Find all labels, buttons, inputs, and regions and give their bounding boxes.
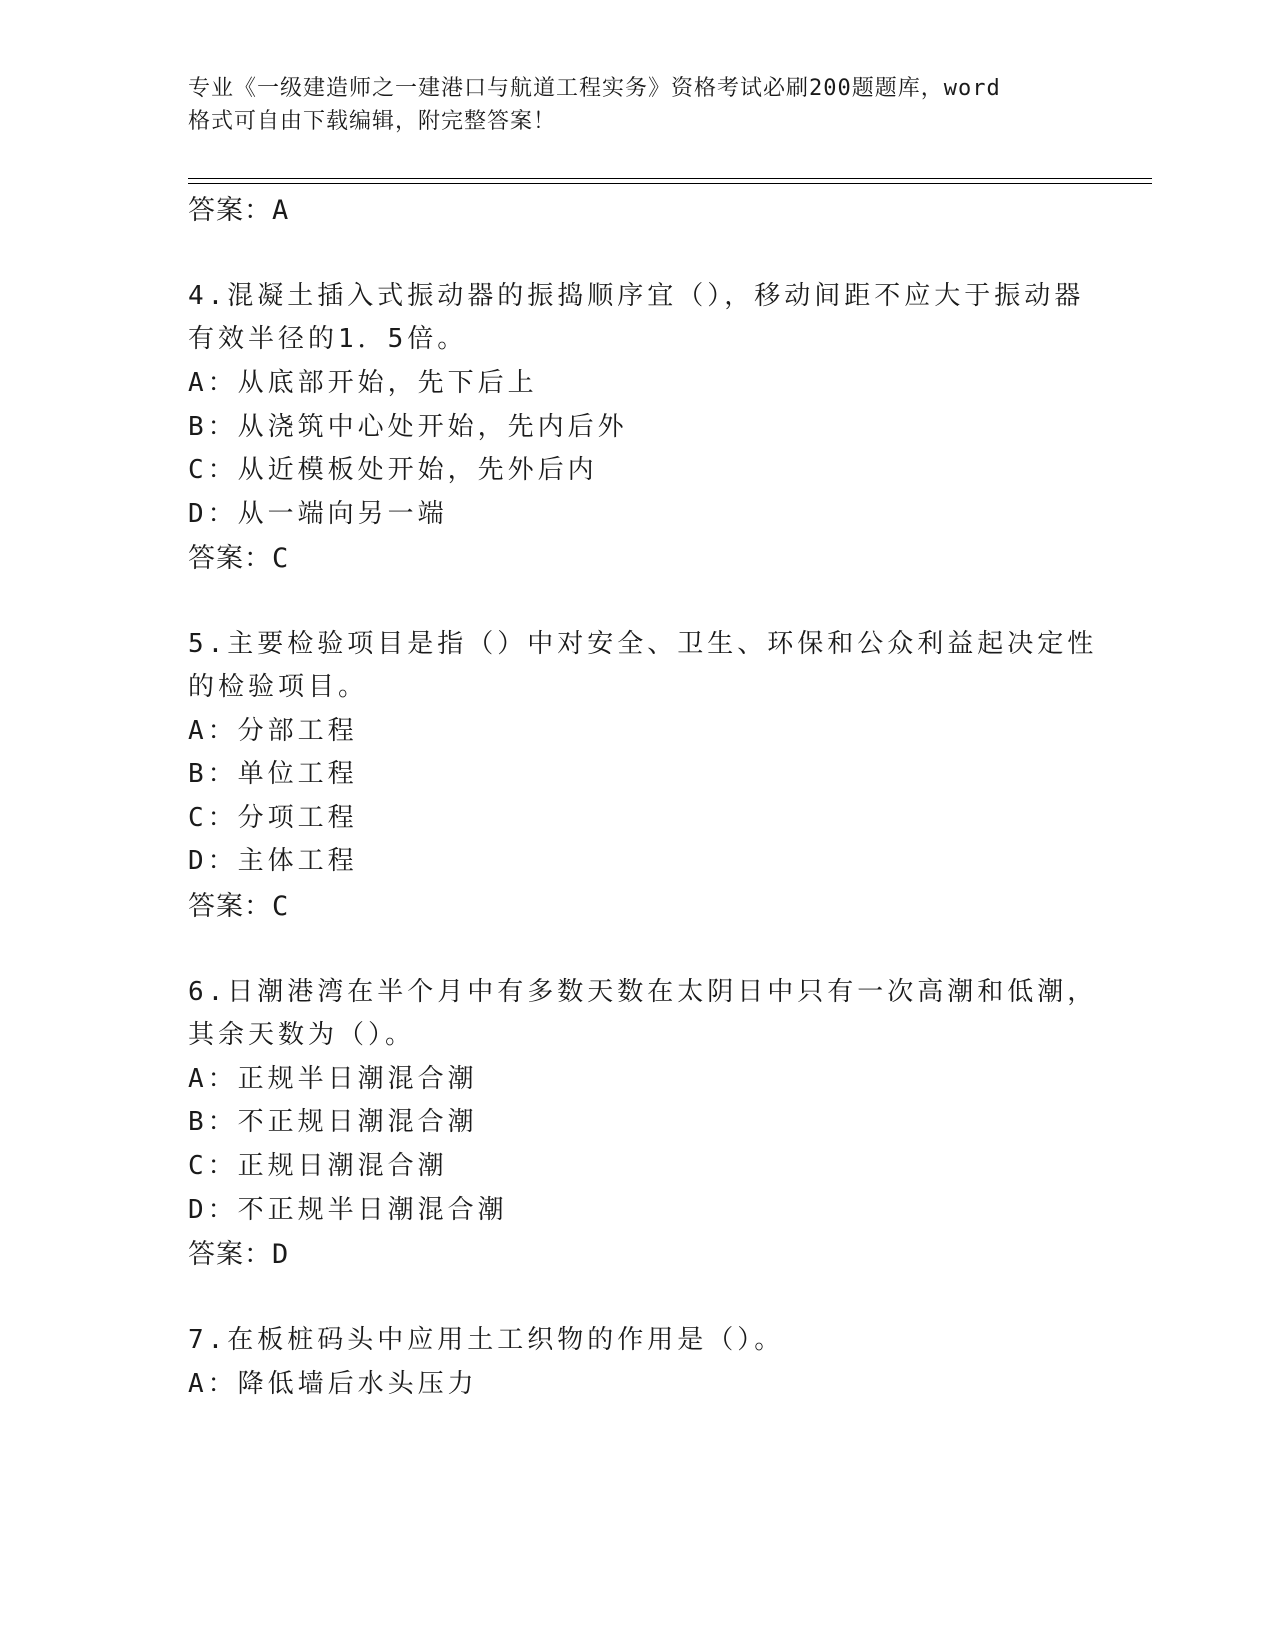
question-4-option-a: A：从底部开始，先下后上 xyxy=(188,368,538,398)
answer-q6: 答案：D xyxy=(188,1239,290,1270)
question-4-stem-line-2: 有效半径的1．5倍。 xyxy=(188,324,468,354)
header-line-2: 格式可自由下载编辑，附完整答案！ xyxy=(188,109,557,134)
question-6-option-d: D：不正规半日潮混合潮 xyxy=(188,1195,508,1225)
question-7-stem-line-1: 7.在板桩码头中应用土工织物的作用是（）。 xyxy=(188,1325,785,1355)
question-5-stem-line-1: 5.主要检验项目是指（）中对安全、卫生、环保和公众利益起决定性 xyxy=(188,629,1098,659)
header-divider-top xyxy=(188,178,1152,179)
answer-q3: 答案：A xyxy=(188,195,290,226)
document-header xyxy=(188,72,1068,138)
question-5-option-d: D：主体工程 xyxy=(188,846,358,876)
answer-q4: 答案：C xyxy=(188,543,290,574)
question-6-option-a: A：正规半日潮混合潮 xyxy=(188,1064,478,1094)
question-5-option-b: B：单位工程 xyxy=(188,759,358,789)
question-4-option-b: B：从浇筑中心处开始，先内后外 xyxy=(188,412,628,442)
question-5-option-c: C：分项工程 xyxy=(188,803,358,833)
question-6-stem-line-2: 其余天数为（）。 xyxy=(188,1020,416,1050)
question-6-option-b: B：不正规日潮混合潮 xyxy=(188,1107,478,1137)
question-4-option-d: D：从一端向另一端 xyxy=(188,499,448,529)
answer-q5: 答案：C xyxy=(188,891,290,922)
question-5-stem-line-2: 的检验项目。 xyxy=(188,672,369,702)
question-7-option-a: A：降低墙后水头压力 xyxy=(188,1369,478,1399)
question-4-stem-line-1: 4.混凝土插入式振动器的振捣顺序宜（），移动间距不应大于振动器 xyxy=(188,281,1085,311)
header-line-1: 专业《一级建造师之一建港口与航道工程实务》资格考试必刷200题题库，word xyxy=(188,76,1001,101)
question-5-option-a: A：分部工程 xyxy=(188,716,358,746)
question-4-option-c: C：从近模板处开始，先外后内 xyxy=(188,455,598,485)
header-divider-bottom xyxy=(188,183,1152,184)
question-6-option-c: C：正规日潮混合潮 xyxy=(188,1151,448,1181)
question-6-stem-line-1: 6.日潮港湾在半个月中有多数天数在太阴日中只有一次高潮和低潮， xyxy=(188,977,1098,1007)
